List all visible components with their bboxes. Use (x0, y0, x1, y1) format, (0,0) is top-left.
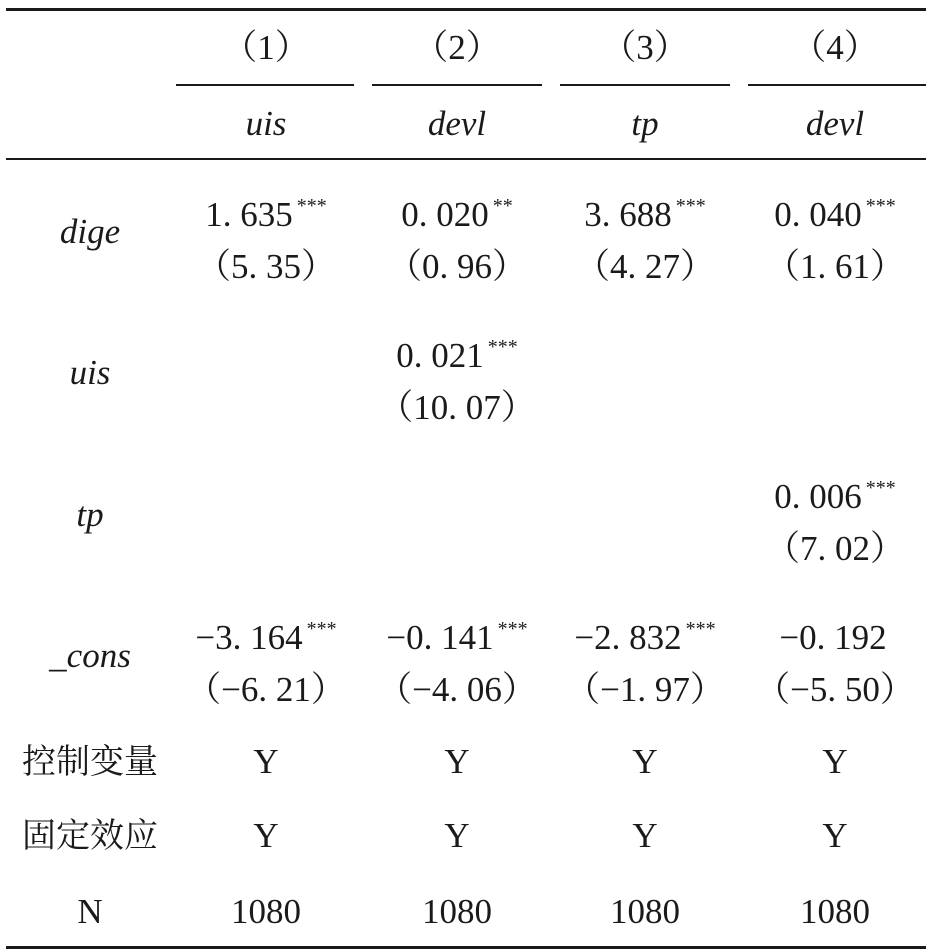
table-cell (171, 186, 361, 287)
column-number-1: （1） (222, 28, 310, 67)
row-label-n: N (77, 892, 103, 931)
coef-value: 1. 635 (205, 195, 293, 234)
table-cell (171, 609, 361, 710)
table-cell: 1080 (231, 892, 301, 931)
coef-value: 0. 021 (396, 336, 484, 375)
row-label-tp: tp (76, 495, 104, 534)
table-cell: 1080 (800, 892, 870, 931)
coef-value: −3. 164 (195, 618, 303, 657)
significance-stars: *** (865, 195, 896, 217)
bottom-rule (6, 946, 926, 949)
table-cell: Y (444, 742, 470, 781)
column-number-3: （3） (601, 28, 689, 67)
column-subrule-2 (372, 84, 542, 86)
t-stat: （0. 96） (386, 247, 527, 286)
coef-value: 0. 040 (774, 195, 862, 234)
coef-value: −0. 192 (779, 618, 887, 657)
table-cell (362, 186, 552, 287)
significance-stars: *** (306, 618, 337, 640)
table-cell (362, 327, 552, 428)
column-subrule-3 (560, 84, 730, 86)
significance-stars: *** (865, 477, 896, 499)
coef-value: −0. 141 (386, 618, 494, 657)
dep-var-2: devl (427, 104, 487, 143)
table-cell (550, 186, 740, 287)
row-label-uis: uis (69, 353, 111, 392)
table-cell: Y (822, 742, 848, 781)
column-subrule-4 (748, 84, 926, 86)
table-cell: 1080 (422, 892, 492, 931)
t-stat: （1. 61） (764, 247, 905, 286)
table-cell: Y (253, 742, 279, 781)
t-stat: （−1. 97） (565, 670, 725, 709)
table-cell (362, 609, 552, 710)
t-stat: （−4. 06） (377, 670, 537, 709)
top-rule (6, 8, 926, 11)
row-label-dige: dige (59, 212, 121, 251)
significance-stars: *** (296, 195, 327, 217)
dep-var-4: devl (805, 104, 865, 143)
header-rule (6, 158, 926, 160)
table-cell: Y (632, 742, 658, 781)
row-label-cons: _cons (49, 636, 131, 675)
t-stat: （7. 02） (764, 529, 905, 568)
table-cell: Y (632, 816, 658, 855)
significance-stars: *** (497, 618, 528, 640)
dep-var-3: tp (631, 104, 659, 143)
significance-stars: ** (492, 195, 513, 217)
row-label-controls: 控制变量 (22, 742, 158, 782)
t-stat: （4. 27） (574, 247, 715, 286)
significance-stars: *** (487, 336, 518, 358)
column-subrule-1 (176, 84, 354, 86)
coef-value: 0. 006 (774, 477, 862, 516)
t-stat: （5. 35） (195, 247, 336, 286)
table-cell (740, 609, 930, 710)
t-stat: （−6. 21） (186, 670, 346, 709)
coef-value: 3. 688 (584, 195, 672, 234)
row-label-fixed-effects: 固定效应 (22, 816, 158, 856)
table-cell (740, 186, 930, 287)
coef-value: −2. 832 (574, 618, 682, 657)
significance-stars: *** (685, 618, 716, 640)
table-cell: Y (253, 816, 279, 855)
table-cell: Y (822, 816, 848, 855)
significance-stars: *** (675, 195, 706, 217)
table-cell: 1080 (610, 892, 680, 931)
column-number-2: （2） (413, 28, 501, 67)
table-cell (740, 468, 930, 569)
t-stat: （10. 07） (378, 388, 536, 427)
table-cell (550, 609, 740, 710)
t-stat: （−5. 50） (755, 670, 915, 709)
coef-value: 0. 020 (401, 195, 489, 234)
dep-var-1: uis (245, 104, 287, 143)
column-number-4: （4） (791, 28, 879, 67)
table-cell: Y (444, 816, 470, 855)
